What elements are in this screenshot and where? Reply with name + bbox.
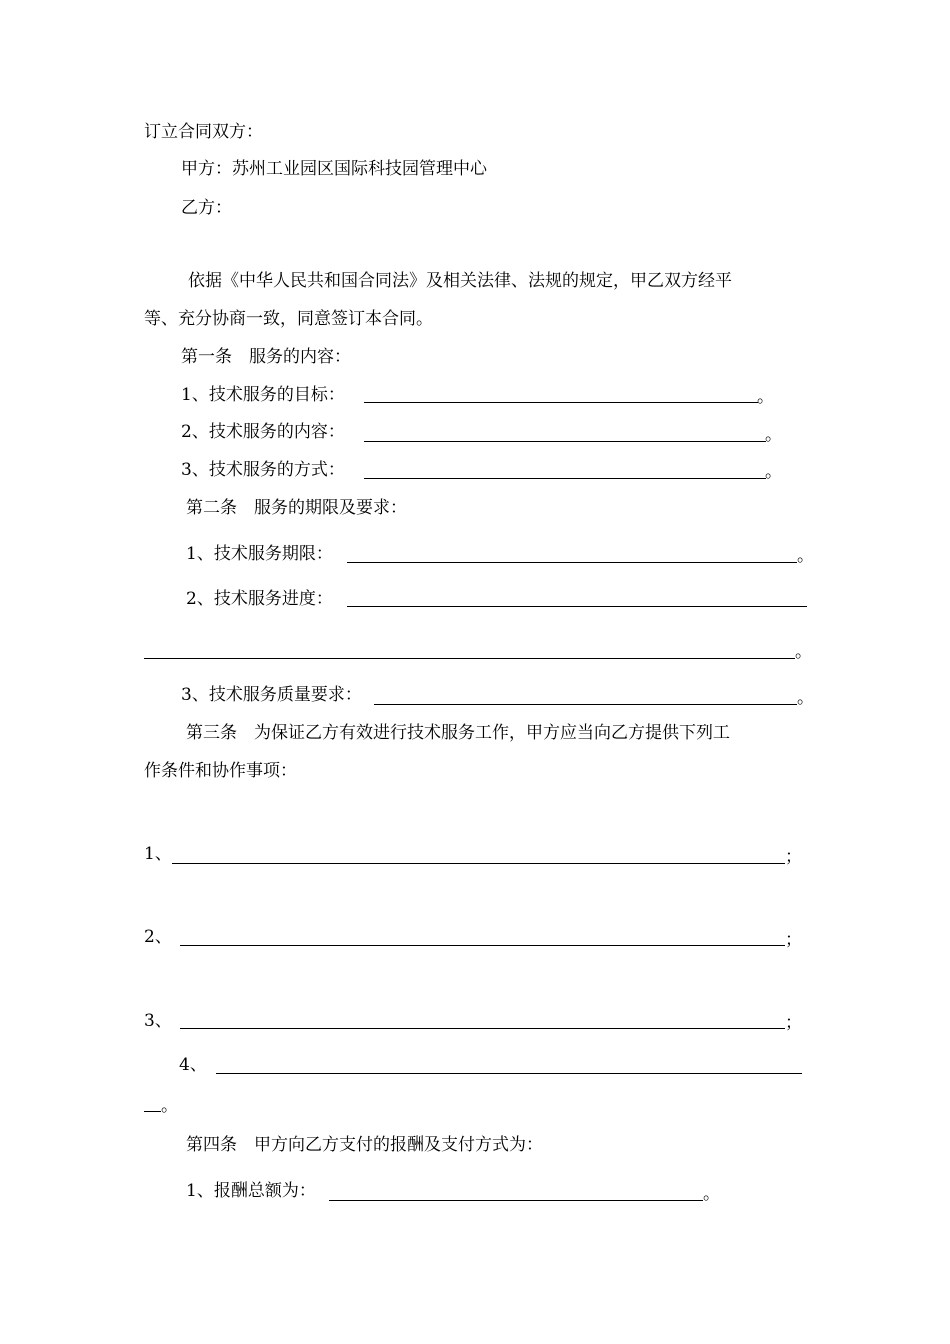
- preamble-line-1: 依据《中华人民共和国合同法》及相关法律、法规的规定，甲乙双方经平: [188, 271, 732, 291]
- article2-item1-label: 1、技术服务期限：: [186, 544, 333, 564]
- article1-item1-blank[interactable]: [364, 402, 758, 403]
- article2-item2-blank[interactable]: [347, 606, 807, 607]
- article3-item2-label: 2、: [144, 927, 172, 947]
- period-mark: 。: [161, 1096, 178, 1116]
- period-mark: 。: [703, 1184, 720, 1204]
- period-mark: 。: [765, 462, 782, 482]
- party-a-line: 甲方：苏州工业园区国际科技园管理中心: [181, 159, 487, 179]
- article3-item1-label: 1、: [144, 844, 172, 864]
- article3-item3-label: 3、: [144, 1011, 172, 1031]
- article4-title: 第四条 甲方向乙方支付的报酬及支付方式为：: [186, 1135, 543, 1155]
- period-mark: 。: [797, 546, 814, 566]
- article3-item4-blank-continued[interactable]: [144, 1111, 161, 1112]
- article1-item1-label: 1、技术服务的目标：: [181, 385, 345, 405]
- article4-item1-blank[interactable]: [329, 1200, 703, 1201]
- article2-item3-label: 3、技术服务质量要求：: [181, 685, 362, 705]
- article1-item3-blank[interactable]: [364, 478, 766, 479]
- article3-item4-label: 4、: [179, 1055, 207, 1075]
- article1-item3-label: 3、技术服务的方式：: [181, 460, 345, 480]
- article4-item1-label: 1、报酬总额为：: [186, 1181, 316, 1201]
- semicolon-mark: ；: [785, 1013, 802, 1033]
- semicolon-mark: ；: [785, 930, 802, 950]
- period-mark: 。: [757, 387, 774, 407]
- parties-heading: 订立合同双方：: [144, 122, 263, 142]
- article3-line-2: 作条件和协作事项：: [144, 761, 297, 781]
- article3-line-1: 第三条 为保证乙方有效进行技术服务工作，甲方应当向乙方提供下列工: [186, 723, 730, 743]
- period-mark: 。: [795, 642, 812, 662]
- article1-title: 第一条 服务的内容：: [181, 347, 351, 367]
- period-mark: 。: [797, 688, 814, 708]
- article2-item2-blank-continued[interactable]: [144, 658, 795, 659]
- article3-item2-blank[interactable]: [180, 945, 785, 946]
- article1-item2-blank[interactable]: [364, 441, 766, 442]
- period-mark: 。: [765, 425, 782, 445]
- article2-item2-label: 2、技术服务进度：: [186, 589, 333, 609]
- article1-item2-label: 2、技术服务的内容：: [181, 422, 345, 442]
- article3-item1-blank[interactable]: [172, 863, 785, 864]
- article3-item3-blank[interactable]: [180, 1028, 785, 1029]
- semicolon-mark: ；: [785, 847, 802, 867]
- article2-item3-blank[interactable]: [374, 704, 797, 705]
- preamble-line-2: 等、充分协商一致，同意签订本合同。: [144, 309, 433, 329]
- article2-title: 第二条 服务的期限及要求：: [186, 498, 407, 518]
- article3-item4-blank[interactable]: [216, 1073, 802, 1074]
- article2-item1-blank[interactable]: [347, 562, 797, 563]
- party-b-label: 乙方：: [181, 198, 232, 218]
